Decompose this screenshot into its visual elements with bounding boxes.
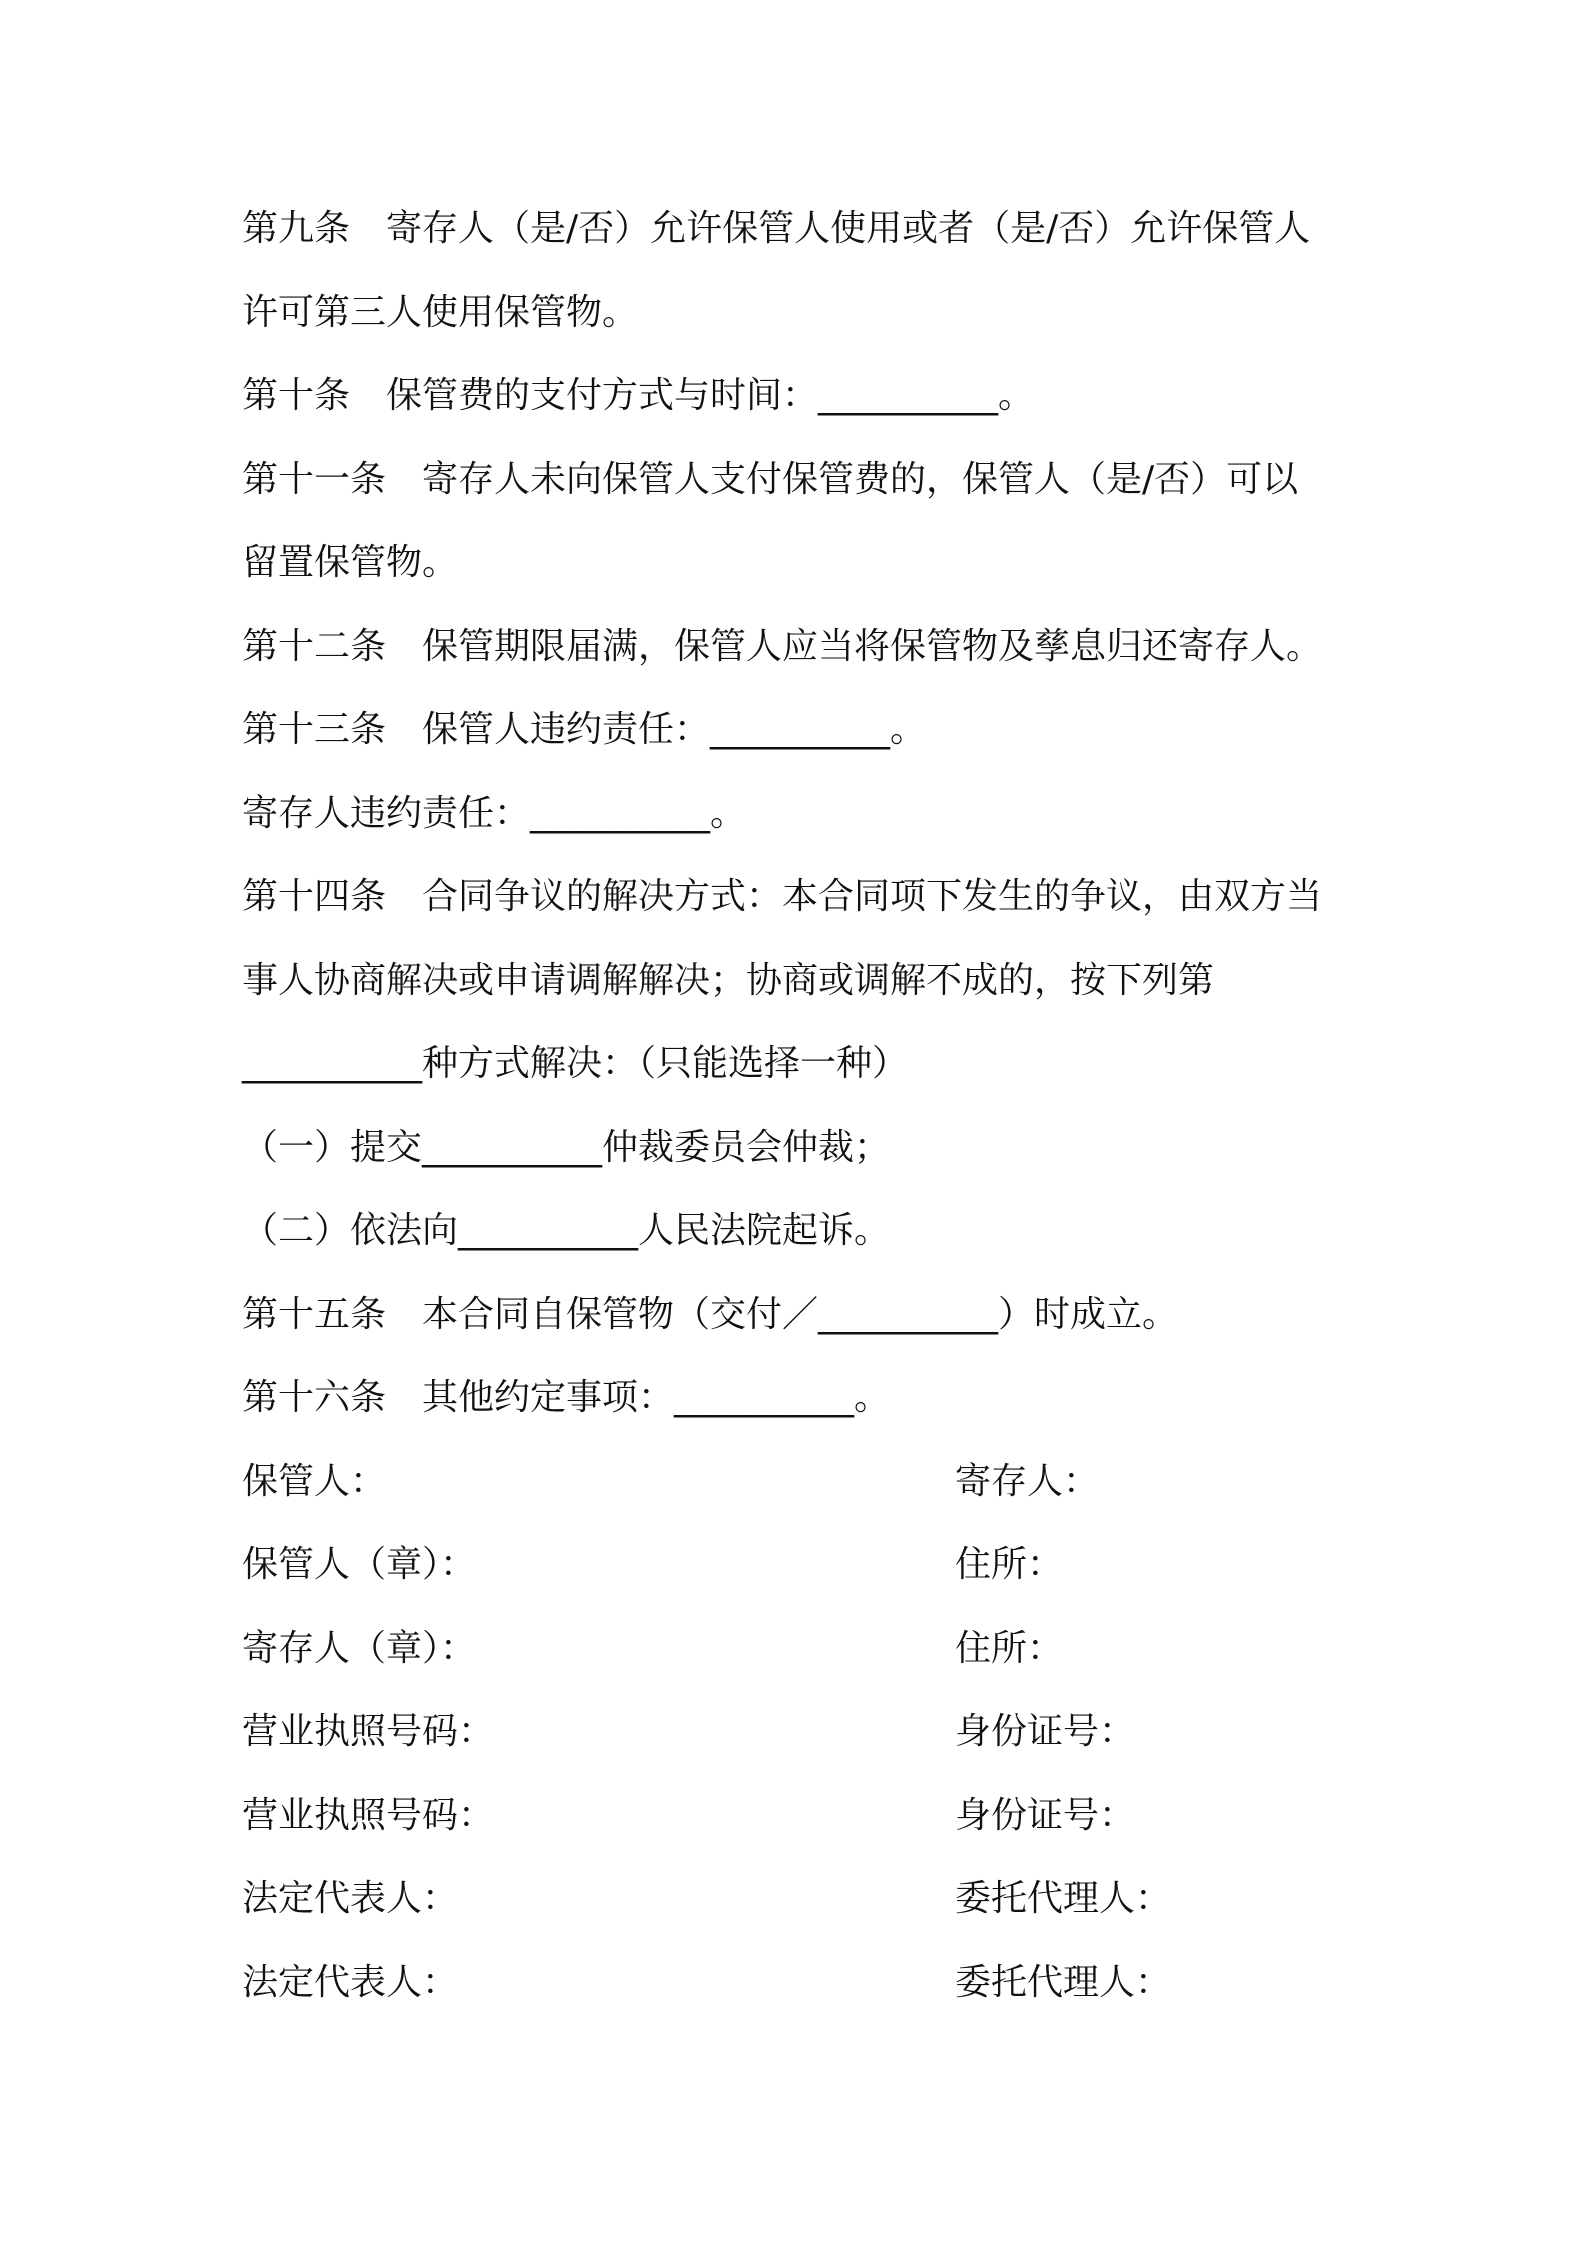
clause-14-line-3: __________种方式解决：（只能选择一种） [242,1043,909,1084]
clause-10: 第十条 保管费的支付方式与时间：__________。 [242,375,1035,416]
clause-14-option-1: （一）提交__________仲裁委员会仲裁； [242,1127,891,1168]
sig-right-5: 身份证号： [955,1795,1136,1836]
sig-right-3: 住所： [955,1628,1064,1669]
clause-12: 第十二条 保管期限届满，保管人应当将保管物及孳息归还寄存人。 [242,626,1323,667]
clause-13-line-2: 寄存人违约责任：__________。 [242,793,747,834]
sig-left-3: 寄存人（章）： [242,1628,477,1669]
sig-left-7: 法定代表人： [242,1962,459,2003]
clause-15: 第十五条 本合同自保管物（交付／__________）时成立。 [242,1294,1179,1335]
sig-left-1: 保管人： [242,1461,387,1502]
sig-right-7: 委托代理人： [955,1962,1172,2003]
clause-14-line-2: 事人协商解决或申请调解解决；协商或调解不成的，按下列第 [242,960,1215,1001]
sig-left-6: 法定代表人： [242,1878,459,1919]
sig-left-4: 营业执照号码： [242,1711,495,1752]
sig-right-1: 寄存人： [955,1461,1100,1502]
sig-left-5: 营业执照号码： [242,1795,495,1836]
clause-9-line-1: 第九条 寄存人（是/否）允许保管人使用或者（是/否）允许保管人 [242,208,1311,249]
clause-13-line-1: 第十三条 保管人违约责任：__________。 [242,709,927,750]
clause-14-line-1: 第十四条 合同争议的解决方式：本合同项下发生的争议，由双方当 [242,876,1323,917]
clause-11-line-2: 留置保管物。 [242,542,459,583]
sig-left-2: 保管人（章）： [242,1544,477,1585]
sig-right-6: 委托代理人： [955,1878,1172,1919]
clause-11-line-1: 第十一条 寄存人未向保管人支付保管费的，保管人（是/否）可以 [242,459,1299,500]
clause-14-option-2: （二）依法向__________人民法院起诉。 [242,1210,891,1251]
clause-16: 第十六条 其他约定事项：__________。 [242,1377,891,1418]
clause-9-line-2: 许可第三人使用保管物。 [242,292,639,333]
sig-right-4: 身份证号： [955,1711,1136,1752]
sig-right-2: 住所： [955,1544,1064,1585]
